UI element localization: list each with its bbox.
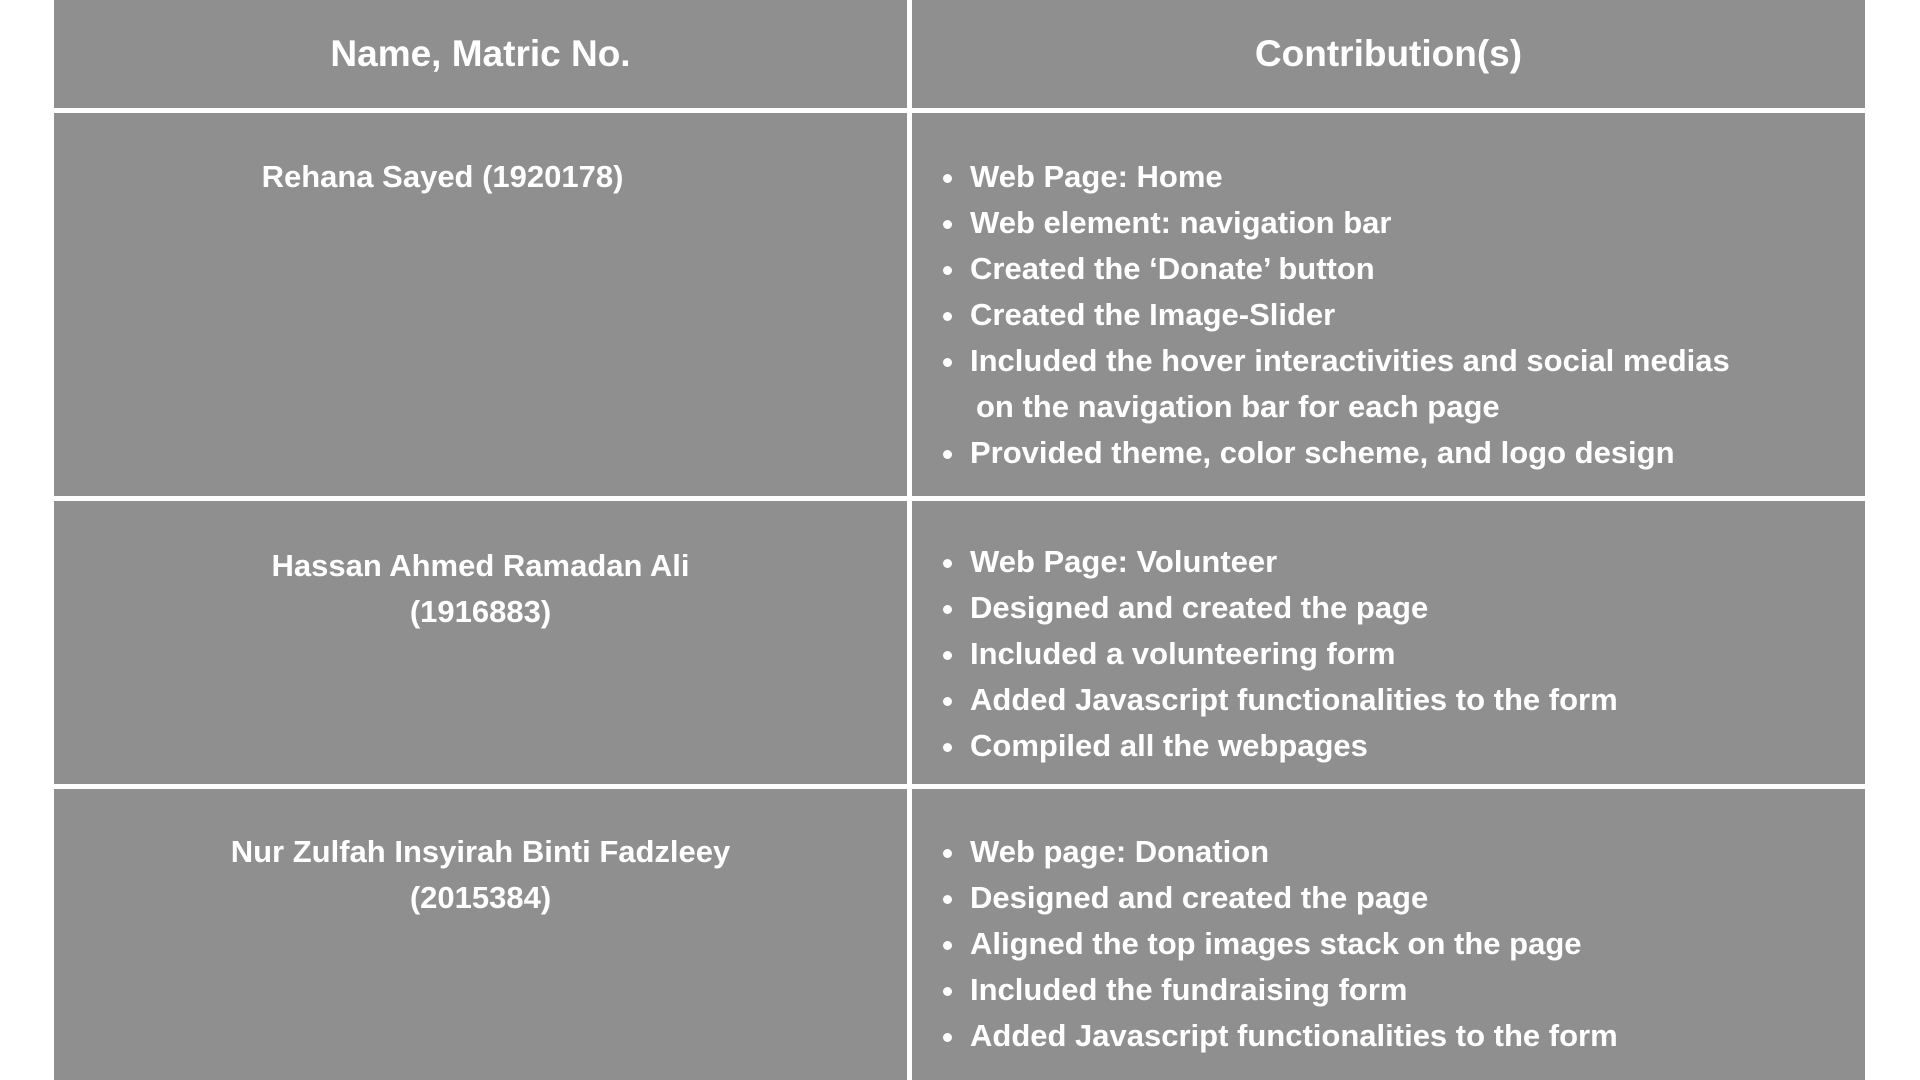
list-item: • Created the ‘Donate’ button — [968, 246, 1865, 292]
row-2-name-line-1: Hassan Ahmed Ramadan Ali — [271, 548, 690, 583]
row-2-contribution-list — [912, 539, 1865, 769]
row-3-name-line-1: Nur Zulfah Insyirah Binti Fadzleey — [230, 834, 731, 869]
header-contribution-column: Contribution(s) — [912, 0, 1865, 108]
list-item-continuation: on the navigation bar for each page — [976, 389, 1500, 424]
list-item: • Web page: Donation — [968, 829, 1865, 875]
list-item: • Provided theme, color scheme, and logo design — [968, 430, 1865, 476]
row-2-name-cell — [54, 501, 907, 784]
list-item — [968, 338, 1865, 430]
row-3-contribution-list — [912, 829, 1865, 1059]
list-item: • Included a volunteering form — [968, 631, 1865, 677]
row-2-name-line-2: (1916883) — [409, 594, 552, 629]
list-item: • Web Page: Volunteer — [968, 539, 1865, 585]
list-item: • Added Javascript functionalities to the form — [968, 677, 1865, 723]
list-item-text: Included the hover interactivities and social medias — [970, 343, 1730, 378]
list-item: • Compiled all the webpages — [968, 723, 1865, 769]
contribution-table — [54, 0, 1865, 1080]
list-item: • Aligned the top images stack on the page — [968, 921, 1865, 967]
list-item: • Created the Image-Slider — [968, 292, 1865, 338]
row-1-name-cell — [54, 113, 907, 496]
row-3-contribution-cell — [912, 789, 1865, 1080]
row-3-name-line-2: (2015384) — [409, 880, 552, 915]
row-3-name-cell — [54, 789, 907, 1080]
list-item: • Included the fundraising form — [968, 967, 1865, 1013]
row-2-contribution-cell — [912, 501, 1865, 784]
row-1-name-line-1: Rehana Sayed (1920178) — [261, 159, 624, 194]
list-item: • Designed and created the page — [968, 585, 1865, 631]
row-1-contribution-list — [912, 154, 1865, 476]
list-item: • Added Javascript functionalities to the form — [968, 1013, 1865, 1059]
list-item: • Web Page: Home — [968, 154, 1865, 200]
row-1-contribution-cell — [912, 113, 1865, 496]
header-name-column: Name, Matric No. — [54, 0, 907, 108]
list-item: • Web element: navigation bar — [968, 200, 1865, 246]
list-item: • Designed and created the page — [968, 875, 1865, 921]
